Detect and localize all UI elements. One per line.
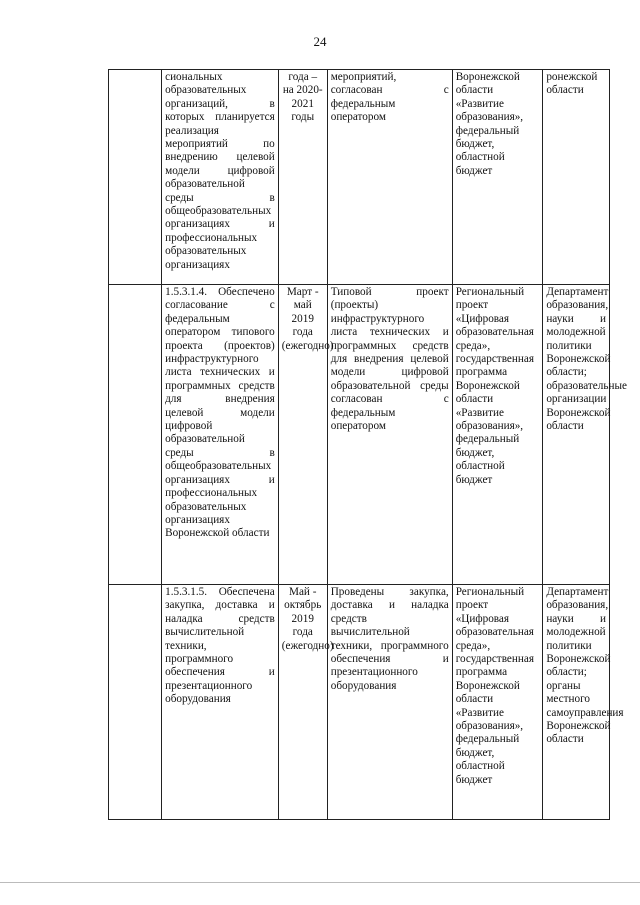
source-text: Воронежской области «Развитие образования», федеральный бюджет, областной бюджет [455, 71, 524, 177]
term-text: Март - май 2019 года (ежегодно) [281, 286, 334, 352]
row-number-cell [109, 285, 162, 585]
responsible-text: Департамент образования, науки и молодежной политики Воронежской области; образовательные организации Воронежской области [546, 286, 627, 433]
result-cell [327, 70, 452, 285]
result-text: Проведены закупка, доставка и наладка средств вычислительной техники, программного обеспечения и презентационного оборудования [330, 586, 449, 692]
action-text: 1.5.3.1.4. Обеспечено согласование с федеральным оператором типового проекта (проектов) инфраструктурного листа технических и программных средств для внедрения целевой модели цифровой образовательной среды в общеобразовательных организациях и профессиональных образовательных организациях Воронежской области [165, 286, 275, 540]
row-number-cell [109, 70, 162, 285]
term-cell [278, 70, 327, 285]
responsible-cell [543, 285, 627, 585]
source-cell [452, 585, 543, 820]
result-cell [327, 285, 452, 585]
action-text: 1.5.3.1.5. Обеспечена закупка, доставка и наладка средств вычислительной техники, программного обеспечения и презентационного оборудования [165, 586, 275, 706]
source-cell [452, 285, 543, 585]
action-cell [162, 285, 279, 585]
page-number: 24 [313, 34, 327, 49]
result-text: Типовой проект (проекты) инфраструктурного листа технических и программных средств для внедрения целевой модели цифровой образовательной среды согласован с федеральным оператором [330, 286, 449, 433]
scan-edge-line [0, 882, 640, 883]
term-text: Май - октябрь 2019 года (ежегодно) [281, 586, 334, 652]
responsible-text: Департамент образования, науки и молодежной политики Воронежской области; органы местного самоуправления Воронежской области [546, 586, 624, 746]
result-cell [327, 585, 452, 820]
term-cell [278, 285, 334, 585]
responsible-text: ронежской области [546, 71, 598, 97]
action-text: сиональных образовательных организаций, в которых планируется реализация мероприятий по внедрению целевой модели цифровой образовательной среды в общеобразовательных организациях и профессиональных образовательных организациях [165, 71, 275, 271]
responsible-cell [543, 70, 610, 285]
term-cell [278, 585, 334, 820]
plan-table [108, 69, 627, 820]
table-row [109, 285, 610, 585]
action-cell [162, 585, 279, 820]
action-cell [162, 70, 279, 285]
table-row [109, 70, 610, 285]
result-text: мероприятий, согласован с федеральным оператором [330, 71, 449, 124]
term-text: года – на 2020- 2021 годы [282, 71, 323, 124]
table-row [109, 585, 610, 820]
source-cell [452, 70, 543, 285]
row-number-cell [109, 585, 162, 820]
source-text: Региональный проект «Цифровая образовательная среда», государственная программа Воронежской области «Развитие образования», федеральный бюджет, областной бюджет [455, 286, 534, 486]
responsible-cell [543, 585, 624, 820]
source-text: Региональный проект «Цифровая образовательная среда», государственная программа Воронежской области «Развитие образования», федеральный бюджет, областной бюджет [455, 586, 534, 786]
